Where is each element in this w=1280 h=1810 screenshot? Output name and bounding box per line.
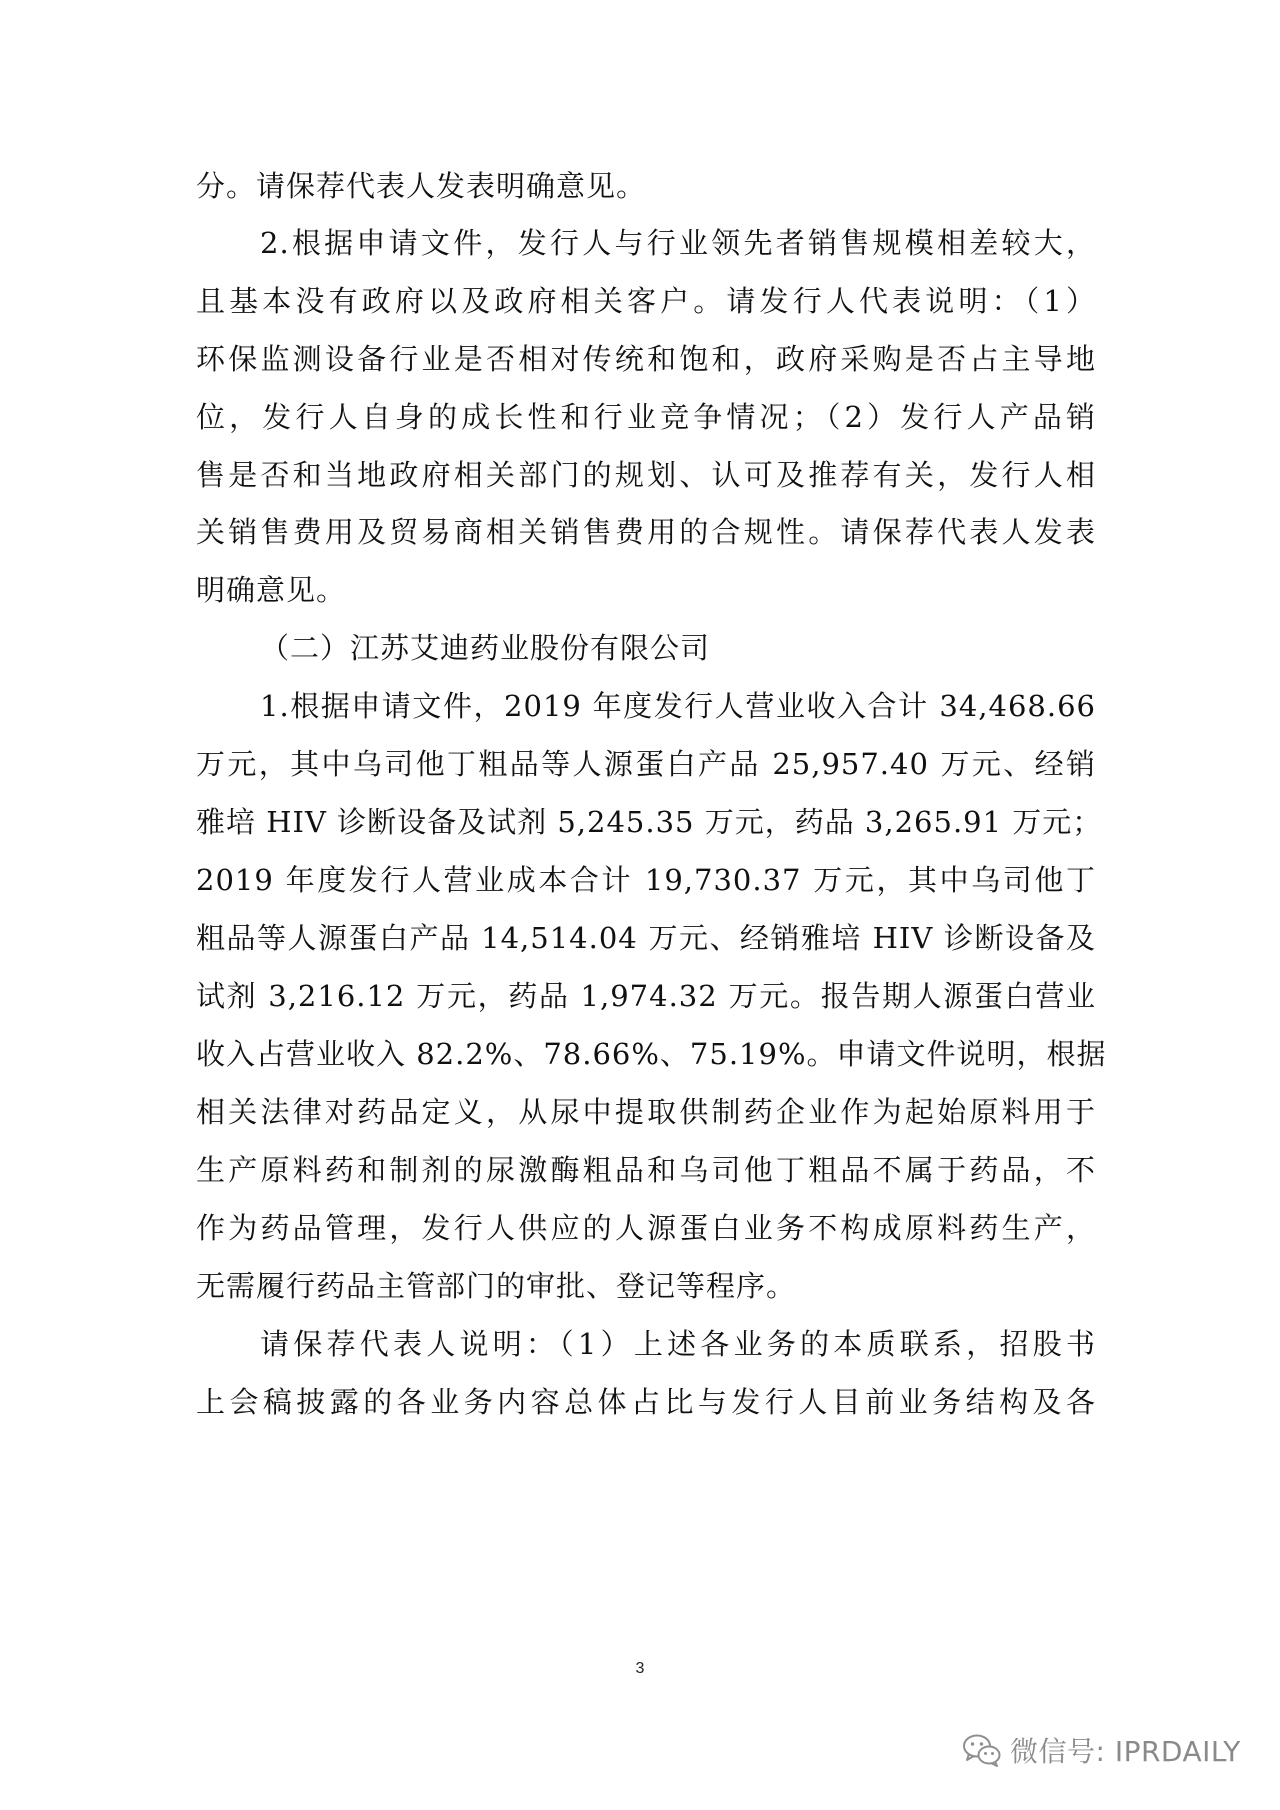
text-line: 试剂 3,216.12 万元，药品 1,974.32 万元。报告期人源蛋白营业 <box>196 979 1096 1013</box>
wechat-icon <box>962 1733 1002 1767</box>
text-line: 相关法律对药品定义，从尿中提取供制药企业作为起始原料用于 <box>196 1095 1096 1129</box>
text-line: 且基本没有政府以及政府相关客户。请发行人代表说明：（1） <box>196 284 1096 318</box>
text-line: 上会稿披露的各业务内容总体占比与发行人目前业务结构及各 <box>196 1385 1096 1419</box>
text-line: 作为药品管理，发行人供应的人源蛋白业务不构成原料药生产， <box>196 1211 1096 1245</box>
page-number: 3 <box>635 1660 645 1677</box>
section-heading: （二）江苏艾迪药业股份有限公司 <box>260 631 711 665</box>
text-line: 粗品等人源蛋白产品 14,514.04 万元、经销雅培 HIV 诊断设备及 <box>196 921 1096 955</box>
text-line: 明确意见。 <box>196 573 347 607</box>
text-line: 请保荐代表人说明：（1）上述各业务的本质联系，招股书 <box>260 1327 1096 1361</box>
text-line: 2.根据申请文件，发行人与行业领先者销售规模相差较大， <box>260 226 1096 260</box>
text-line: 分。请保荐代表人发表明确意见。 <box>196 169 647 203</box>
text-line: 关销售费用及贸易商相关销售费用的合规性。请保荐代表人发表 <box>196 515 1096 549</box>
text-line: 雅培 HIV 诊断设备及试剂 5,245.35 万元，药品 3,265.91 万元； <box>196 805 1103 839</box>
watermark <box>962 1728 1241 1772</box>
text-line: 万元，其中乌司他丁粗品等人源蛋白产品 25,957.40 万元、经销 <box>196 747 1096 781</box>
watermark-text: 微信号: IPRDAILY <box>1010 1735 1241 1768</box>
text-line: 2019 年度发行人营业成本合计 19,730.37 万元，其中乌司他丁 <box>196 863 1096 897</box>
text-line: 环保监测设备行业是否相对传统和饱和，政府采购是否占主导地 <box>196 342 1096 376</box>
text-line: 无需履行药品主管部门的审批、登记等程序。 <box>196 1269 797 1303</box>
text-line: 生产原料药和制剂的尿激酶粗品和乌司他丁粗品不属于药品，不 <box>196 1153 1096 1187</box>
text-line: 售是否和当地政府相关部门的规划、认可及推荐有关，发行人相 <box>196 458 1096 492</box>
text-line: 1.根据申请文件，2019 年度发行人营业收入合计 34,468.66 <box>260 689 1096 723</box>
text-line: 收入占营业收入 82.2%、78.66%、75.19%。申请文件说明，根据 <box>196 1037 1107 1071</box>
text-line: 位，发行人自身的成长性和行业竞争情况；（2）发行人产品销 <box>196 400 1096 434</box>
